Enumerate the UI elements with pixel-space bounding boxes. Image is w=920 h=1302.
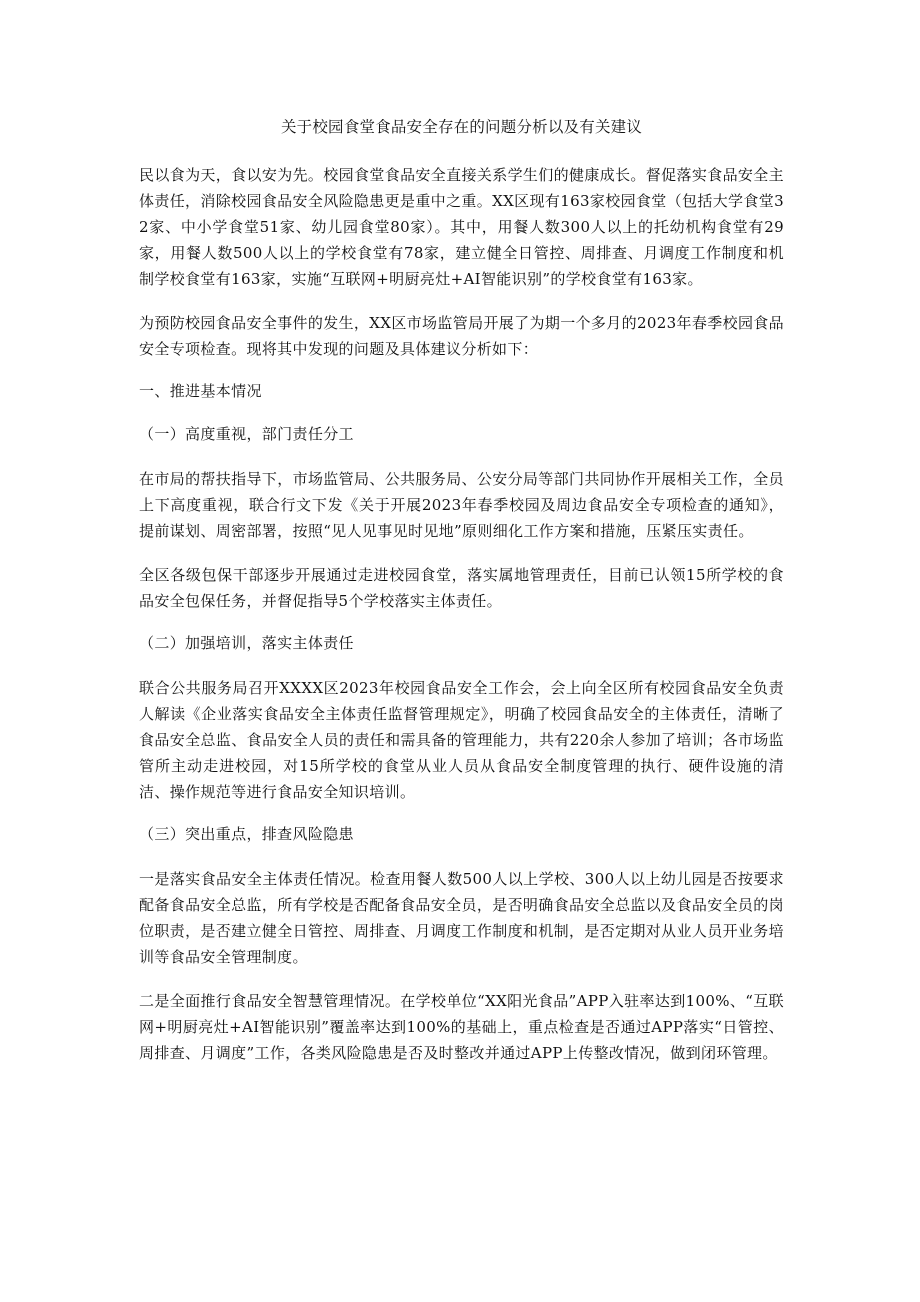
subsection-heading-training: （二）加强培训，落实主体责任 (139, 634, 354, 652)
section-heading-basic-situation: 一、推进基本情况 (139, 382, 262, 400)
risk-paragraph-2: 二是全面推行食品安全智慧管理情况。在学校单位“XX阳光食品”APP入驻率达到100%、“互联网+明厨亮灶+AI智能识别”覆盖率达到100%的基础上，重点检查是否通过APP落实“日管控、周排查、月调度”工作，各类风险隐患是否及时整改并通过APP上传整改情况，做到闭环管理。 (139, 992, 784, 1062)
training-paragraph: 联合公共服务局召开XXXX区2023年校园食品安全工作会，会上向全区所有校园食品安全负责人解读《企业落实食品安全主体责任监督管理规定》，明确了校园食品安全的主体责任，清晰了食品安全总监、食品安全人员的责任和需具备的管理能力，共有220余人参加了培训；各市场监管所主动走进校园，对15所学校的食堂从业人员从食品安全制度管理的执行、硬件设施的清洁、操作规范等进行食品安全知识培训。 (139, 679, 784, 801)
document-title: 关于校园食堂食品安全存在的问题分析以及有关建议 (280, 118, 643, 136)
subsection-heading-responsibility: （一）高度重视，部门责任分工 (139, 425, 354, 443)
cadre-paragraph: 全区各级包保干部逐步开展通过走进校园食堂，落实属地管理责任，目前已认领15所学校的食品安全包保任务，并督促指导5个学校落实主体责任。 (139, 566, 784, 610)
subsection-heading-risk: （三）突出重点，排查风险隐患 (139, 825, 354, 843)
responsibility-paragraph: 在市局的帮扶指导下，市场监管局、公共服务局、公安分局等部门共同协作开展相关工作，全员上下高度重视，联合行文下发《关于开展2023年春季校园及周边食品安全专项检查的通知》，提前谋划、周密部署，按照“见人见事见时见地”原则细化工作方案和措施，压紧压实责任。 (139, 470, 784, 540)
risk-paragraph-1: 一是落实食品安全主体责任情况。检查用餐人数500人以上学校、300人以上幼儿园是否按要求配备食品安全总监，所有学校是否配备食品安全员，是否明确食品安全总监以及食品安全员的岗位职责，是否建立健全日管控、周排查、月调度工作制度和机制，是否定期对从业人员开业务培训等食品安全管理制度。 (139, 870, 784, 966)
intro-paragraph: 民以食为天，食以安为先。校园食堂食品安全直接关系学生们的健康成长。督促落实食品安全主体责任，消除校园食品安全风险隐患更是重中之重。XX区现有163家校园食堂（包括大学食堂32家、中小学食堂51家、幼儿园食堂80家）。其中，用餐人数300人以上的托幼机构食堂有29家，用餐人数500人以上的学校食堂有78家，建立健全日管控、周排查、月调度工作制度和机制学校食堂有163家，实施“互联网+明厨亮灶+AI智能识别”的学校食堂有163家。 (139, 166, 784, 288)
purpose-paragraph: 为预防校园食品安全事件的发生，XX区市场监管局开展了为期一个多月的2023年春季校园食品安全专项检查。现将其中发现的问题及具体建议分析如下： (139, 314, 784, 358)
